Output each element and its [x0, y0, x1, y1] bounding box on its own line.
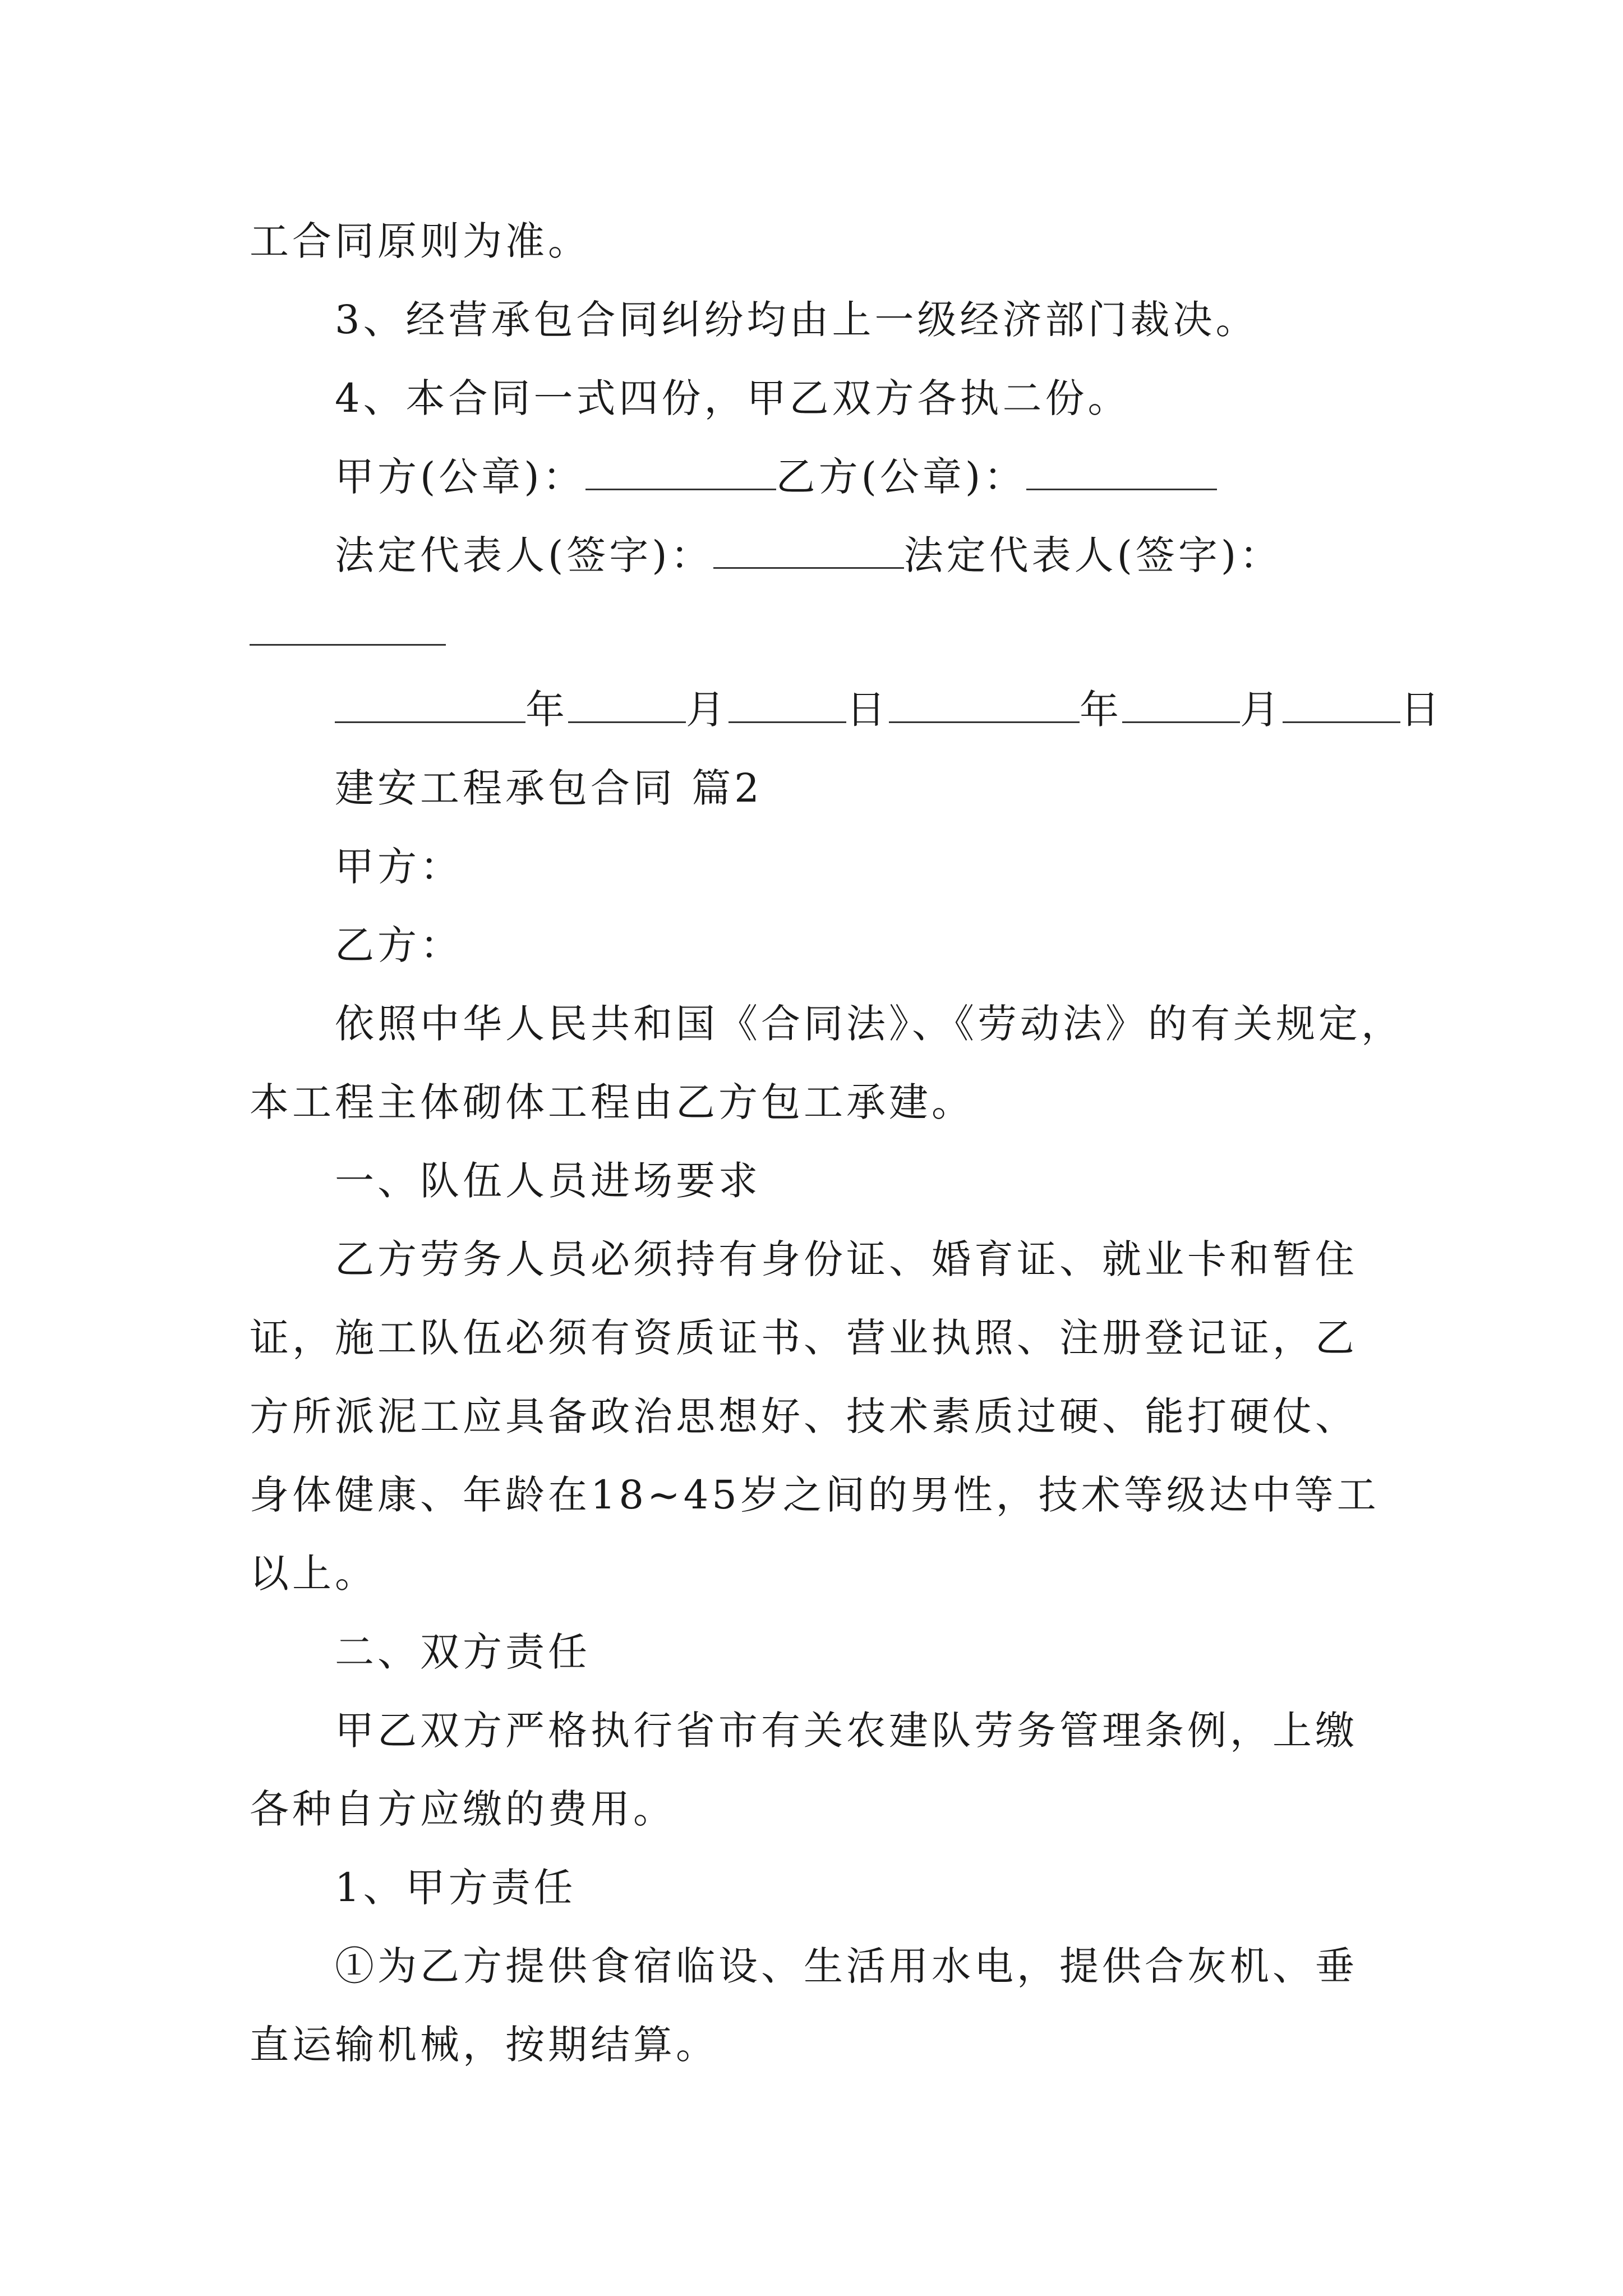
date-line: [335, 682, 1443, 738]
signature-line-seal: [335, 449, 1217, 505]
text-line: 身体健康、年龄在18~45岁之间的男性，技术等级达中等工: [250, 1472, 1380, 1518]
heading: 一、队伍人员进场要求: [335, 1158, 761, 1204]
party-a-rep-label: 法定代表人(签字)：: [335, 532, 713, 578]
section-title: 建安工程承包合同 篇2: [335, 765, 763, 811]
party-b-rep-label: 法定代表人(签字)：: [903, 532, 1283, 578]
blank-field: [335, 682, 525, 723]
heading: 二、双方责任: [335, 1629, 591, 1675]
text-line: 以上。: [250, 1550, 377, 1596]
blank-field: [585, 449, 776, 490]
date-year-label: 年: [525, 687, 568, 733]
party-b-label: 乙方：: [335, 922, 463, 968]
blank-field: [728, 682, 846, 723]
blank-field: [713, 528, 904, 569]
date-day-label: 日: [1400, 687, 1443, 733]
text-line: 甲乙双方严格执行省市有关农建队劳务管理条例，上缴: [335, 1708, 1358, 1754]
signature-line-rep: [335, 527, 1282, 583]
date-day-label: 日: [846, 687, 889, 733]
blank-field: [1026, 449, 1217, 490]
text-line: 本工程主体砌体工程由乙方包工承建。: [250, 1079, 974, 1125]
text-line: 证，施工队伍必须有资质证书、营业执照、注册登记证，乙: [250, 1315, 1358, 1361]
text-line: 方所派泥工应具备政治思想好、技术素质过硬、能打硬仗、: [250, 1393, 1358, 1439]
text-line: 乙方劳务人员必须持有身份证、婚育证、就业卡和暂住: [335, 1236, 1358, 1282]
text-line: 工合同原则为准。: [250, 218, 591, 264]
party-b-seal-label: 乙方(公章)：: [776, 454, 1027, 500]
text-line: 直运输机械，按期结算。: [250, 2022, 718, 2068]
blank-field: [1283, 682, 1400, 723]
text-line: 3、经营承包合同纠纷均由上一级经济部门裁决。: [335, 297, 1258, 343]
blank-field: [568, 682, 686, 723]
blank-field: [889, 682, 1080, 723]
text-line: ①为乙方提供食宿临设、生活用水电，提供合灰机、垂: [335, 1943, 1358, 1989]
date-month-label: 月: [1240, 687, 1283, 733]
text-line: 4、本合同一式四份，甲乙双方各执二份。: [335, 375, 1131, 421]
heading: 1、甲方责任: [335, 1865, 577, 1911]
party-a-label: 甲方：: [335, 844, 463, 890]
blank-field: [250, 644, 446, 646]
blank-field: [1122, 682, 1240, 723]
text-line: 依照中华人民共和国《合同法》、《劳动法》的有关规定，: [335, 1001, 1404, 1047]
text-line: 各种自方应缴的费用。: [250, 1786, 676, 1832]
date-month-label: 月: [686, 687, 728, 733]
date-year-label: 年: [1080, 687, 1122, 733]
party-a-seal-label: 甲方(公章)：: [335, 454, 585, 500]
